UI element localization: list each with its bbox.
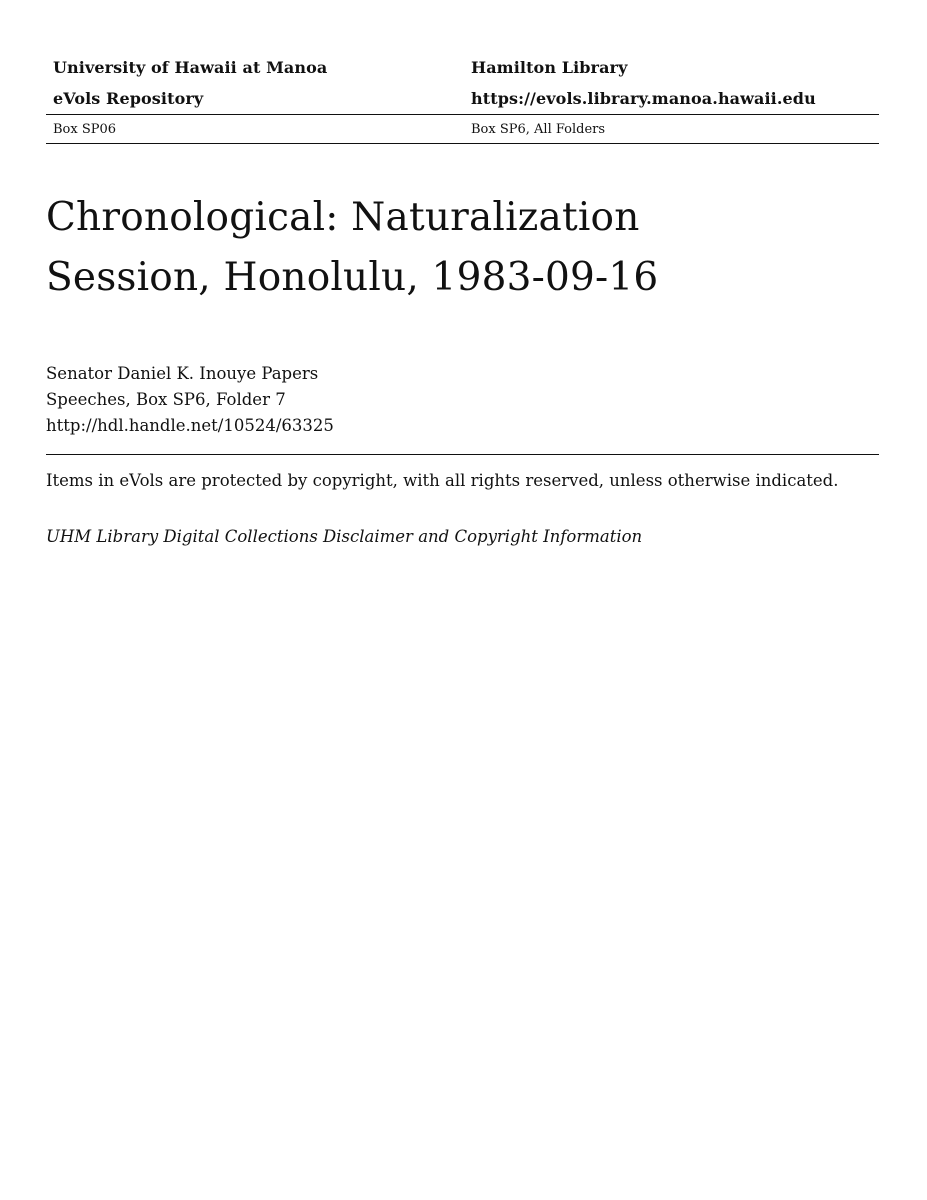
copyright-notice: Items in eVols are protected by copyright, with all rights reserved, unless otherwise indicated. bbox=[46, 471, 839, 490]
folder-location: Speeches, Box SP6, Folder 7 bbox=[46, 390, 286, 409]
title-line-2: Session, Honolulu, 1983-09-16 bbox=[46, 255, 659, 300]
library-name: Hamilton Library bbox=[471, 58, 628, 77]
header-table bbox=[46, 52, 879, 144]
repository-url[interactable]: https://evols.library.manoa.hawaii.edu bbox=[471, 89, 816, 108]
document-title bbox=[46, 188, 746, 308]
repository-name: eVols Repository bbox=[53, 89, 204, 108]
content-divider bbox=[46, 454, 879, 455]
document-metadata bbox=[46, 361, 334, 439]
header-row-2 bbox=[46, 83, 879, 114]
disclaimer-link[interactable]: UHM Library Digital Collections Disclaimer and Copyright Information bbox=[46, 527, 643, 546]
box-folders-label: Box SP6, All Folders bbox=[471, 121, 606, 137]
collection-name: Senator Daniel K. Inouye Papers bbox=[46, 364, 319, 383]
header-divider-bottom bbox=[46, 143, 879, 144]
box-label: Box SP06 bbox=[53, 121, 117, 137]
handle-link[interactable]: http://hdl.handle.net/10524/63325 bbox=[46, 416, 334, 435]
header-row-1 bbox=[46, 52, 879, 83]
header-row-3 bbox=[46, 115, 879, 143]
title-line-1: Chronological: Naturalization bbox=[46, 195, 640, 240]
institution-name: University of Hawaii at Manoa bbox=[53, 58, 328, 77]
